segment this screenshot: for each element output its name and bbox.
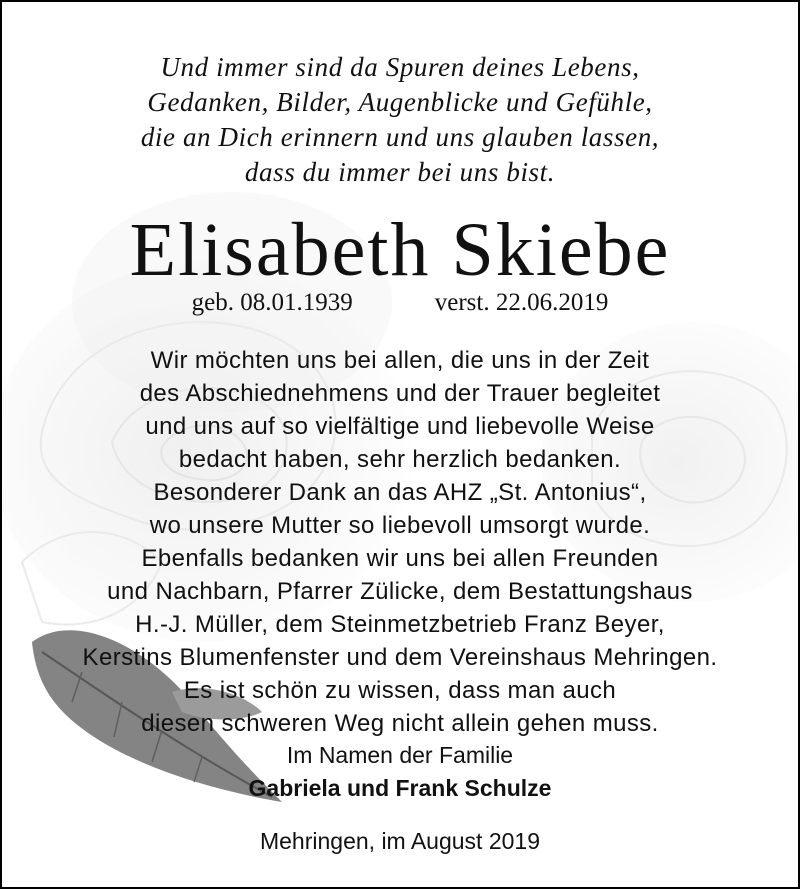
- thanks-line: diesen schweren Weg nicht allein gehen muss.: [141, 710, 659, 737]
- thanks-line: Ebenfalls bedanken wir uns bei allen Freunden: [141, 545, 659, 572]
- thanks-line: Es ist schön zu wissen, dass man auch: [183, 677, 617, 704]
- thanks-line: H.-J. Müller, dem Steinmetzbetrieb Franz Beyer,: [135, 611, 665, 638]
- thanks-line: Wir möchten uns bei allen, die uns in der Zeit: [150, 347, 650, 374]
- birth-date: geb. 08.01.1939: [191, 289, 353, 316]
- poem-line: dass du immer bei uns bist.: [244, 157, 556, 187]
- thanks-line: wo unsere Mutter so liebevoll umsorgt wurde.: [149, 512, 651, 539]
- deceased-name: Elisabeth Skiebe: [129, 208, 671, 292]
- thanks-line: und Nachbarn, Pfarrer Zülicke, dem Bestattungshaus: [107, 578, 693, 605]
- family-intro: Im Namen der Familie: [286, 742, 514, 768]
- thanks-line: des Abschiednehmens und der Trauer begleitet: [139, 380, 661, 407]
- poem-line: die an Dich erinnern und uns glauben lassen,: [140, 122, 660, 152]
- thanks-line: bedacht haben, sehr herzlich bedanken.: [178, 446, 622, 473]
- place-and-date: Mehringen, im August 2019: [259, 828, 540, 854]
- thanks-line: Besonderer Dank an das AHZ „St. Antonius“,: [153, 479, 647, 506]
- thanks-line: Kerstins Blumenfenster und dem Vereinshaus Mehringen.: [82, 644, 718, 671]
- poem-line: Und immer sind da Spuren deines Lebens,: [160, 52, 640, 82]
- death-date: verst. 22.06.2019: [434, 289, 609, 316]
- memorial-poem: [2, 50, 798, 190]
- life-dates: [2, 287, 798, 319]
- thank-you-text: [2, 344, 798, 740]
- poem-line: Gedanken, Bilder, Augenblicke und Gefühle,: [147, 87, 653, 117]
- family-signature: [2, 739, 798, 805]
- family-signers: Gabriela und Frank Schulze: [248, 775, 552, 801]
- thanks-line: und uns auf so vielfältige und liebevolle Weise: [145, 413, 655, 440]
